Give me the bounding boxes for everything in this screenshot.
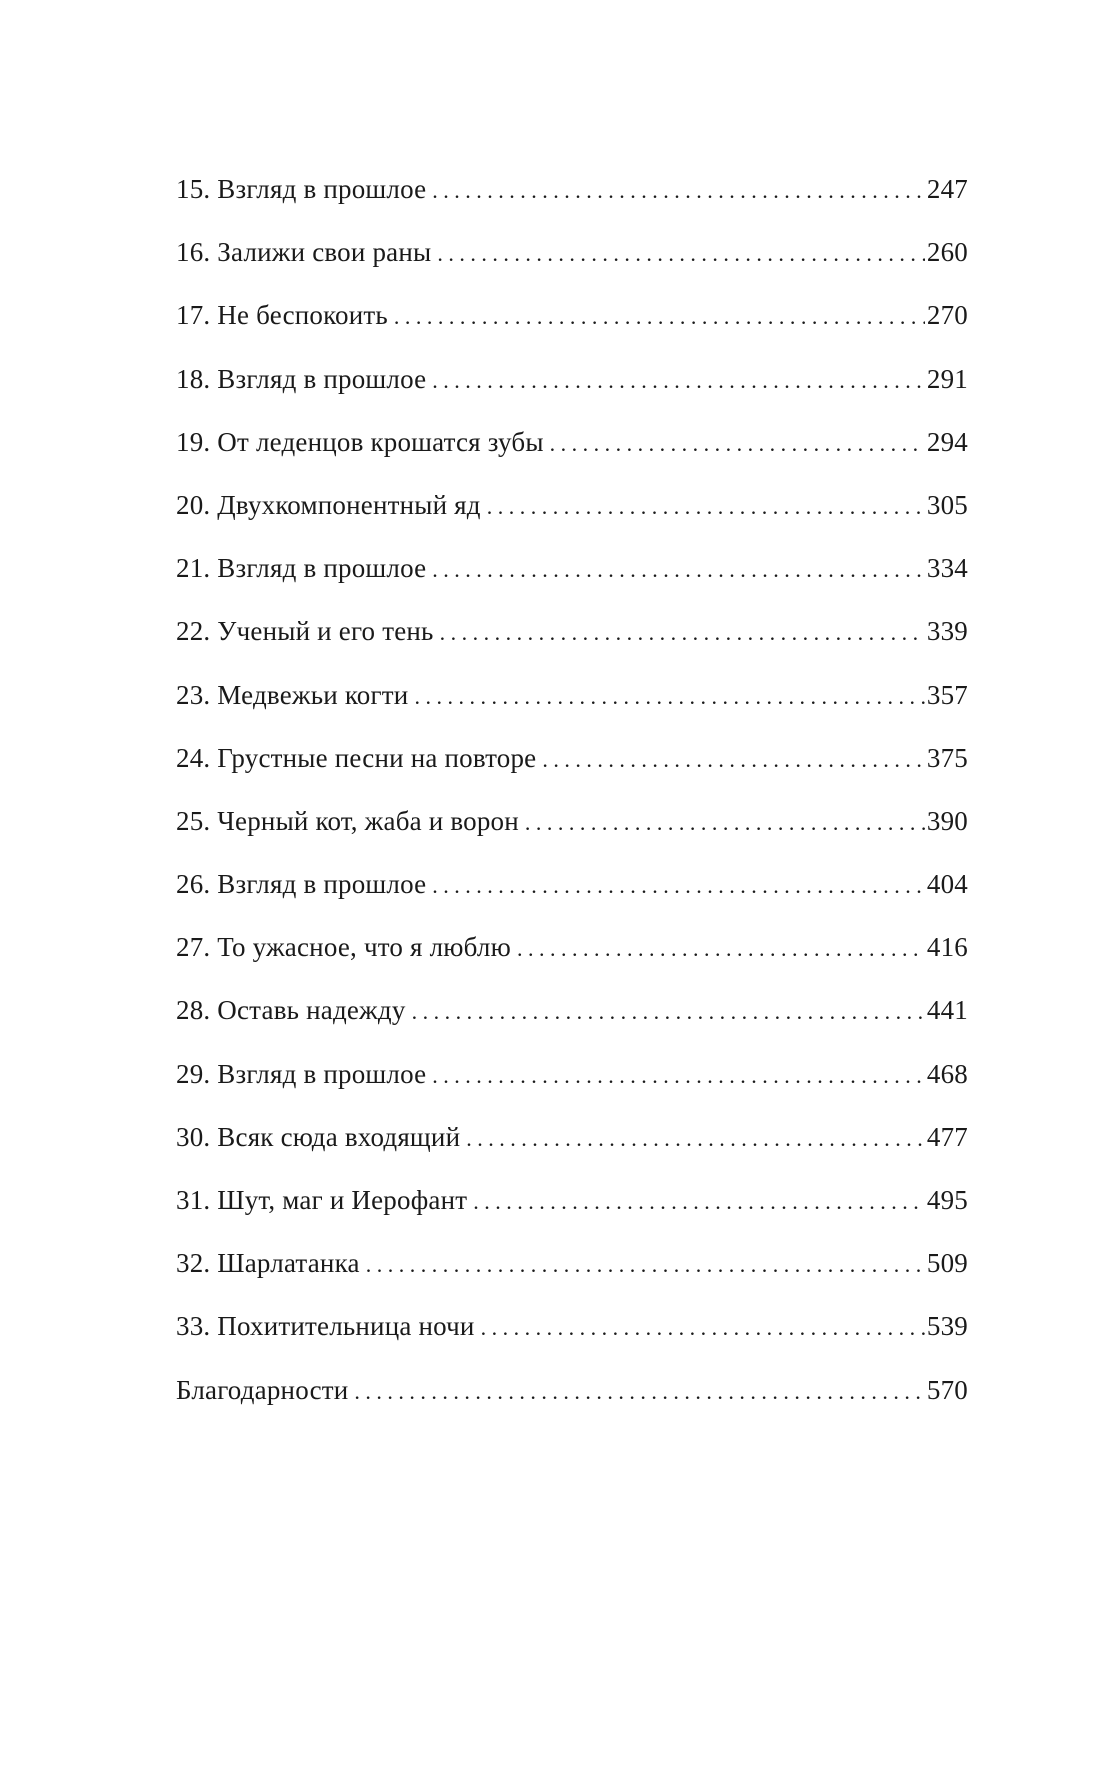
toc-dot-leader bbox=[487, 494, 925, 520]
toc-entry bbox=[176, 1375, 968, 1438]
toc-entry-page: 539 bbox=[926, 1311, 968, 1342]
toc-dot-leader bbox=[550, 431, 925, 457]
toc-entry bbox=[176, 237, 968, 300]
toc-entry bbox=[176, 1122, 968, 1185]
toc-entry bbox=[176, 174, 968, 237]
toc-entry bbox=[176, 553, 968, 616]
toc-entry-page: 339 bbox=[926, 616, 968, 647]
toc-entry-page: 495 bbox=[926, 1185, 968, 1215]
toc-entry-title: 32. Шарлатанка bbox=[176, 1248, 360, 1279]
toc-entry bbox=[176, 995, 968, 1058]
toc-entry-page: 441 bbox=[926, 995, 968, 1026]
toc-dot-leader bbox=[394, 304, 925, 330]
toc-dot-leader bbox=[432, 557, 925, 583]
table-of-contents bbox=[176, 174, 968, 1438]
toc-entry-page: 260 bbox=[926, 237, 968, 268]
toc-entry-page: 334 bbox=[926, 553, 968, 584]
toc-dot-leader bbox=[412, 999, 925, 1025]
toc-dot-leader bbox=[432, 178, 925, 204]
toc-dot-leader bbox=[517, 936, 925, 962]
toc-entry-title: 20. Двухкомпонентный яд bbox=[176, 489, 481, 520]
toc-entry-title: 27. То ужасное, что я люблю bbox=[176, 932, 511, 963]
toc-entry-title: 17. Не беспокоить bbox=[176, 300, 388, 331]
toc-entry bbox=[176, 1185, 968, 1248]
toc-entry-title: 15. Взгляд в прошлое bbox=[176, 174, 427, 204]
toc-entry bbox=[176, 806, 968, 869]
toc-entry bbox=[176, 490, 968, 553]
toc-entry bbox=[176, 1311, 968, 1374]
toc-entry-page: 291 bbox=[926, 363, 968, 394]
toc-dot-leader bbox=[432, 368, 925, 394]
toc-entry bbox=[176, 1248, 968, 1311]
toc-dot-leader bbox=[432, 873, 925, 899]
toc-entry bbox=[176, 300, 968, 363]
toc-entry bbox=[176, 616, 968, 679]
toc-entry-page: 305 bbox=[926, 489, 968, 520]
toc-entry-title: 21. Взгляд в прошлое bbox=[176, 553, 427, 584]
toc-entry-title: 19. От леденцов крошатся зубы bbox=[176, 426, 544, 457]
toc-dot-leader bbox=[437, 241, 925, 267]
toc-entry bbox=[176, 1059, 968, 1122]
toc-entry-title: 18. Взгляд в прошлое bbox=[176, 363, 427, 394]
toc-dot-leader bbox=[542, 747, 925, 773]
toc-dot-leader bbox=[414, 684, 924, 710]
toc-entry-title: 22. Ученый и его тень bbox=[176, 616, 434, 647]
toc-entry-title: 33. Похитительница ночи bbox=[176, 1311, 475, 1342]
toc-entry-title: 30. Всяк сюда входящий bbox=[176, 1121, 461, 1152]
toc-entry-title: 24. Грустные песни на повторе bbox=[176, 742, 537, 773]
toc-entry-page: 416 bbox=[926, 932, 968, 963]
toc-dot-leader bbox=[366, 1252, 925, 1278]
toc-dot-leader bbox=[354, 1379, 924, 1405]
toc-entry bbox=[176, 427, 968, 490]
toc-entry-page: 404 bbox=[926, 869, 968, 900]
toc-dot-leader bbox=[481, 1315, 925, 1341]
toc-entry-title: 28. Оставь надежду bbox=[176, 995, 406, 1026]
toc-entry bbox=[176, 869, 968, 932]
toc-entry-page: 270 bbox=[926, 300, 968, 331]
toc-dot-leader bbox=[440, 620, 925, 646]
toc-dot-leader bbox=[466, 1126, 925, 1152]
toc-entry-title: 31. Шут, маг и Иерофант bbox=[176, 1185, 468, 1215]
toc-dot-leader bbox=[432, 1063, 925, 1089]
toc-entry-title: 23. Медвежьи когти bbox=[176, 679, 409, 710]
toc-dot-leader bbox=[473, 1189, 925, 1215]
toc-entry-title: 26. Взгляд в прошлое bbox=[176, 869, 427, 900]
toc-entry-page: 509 bbox=[926, 1248, 968, 1279]
toc-entry bbox=[176, 364, 968, 427]
toc-entry-page: 294 bbox=[926, 426, 968, 457]
toc-entry-page: 468 bbox=[926, 1058, 968, 1089]
toc-entry-page: 357 bbox=[926, 679, 968, 710]
toc-entry-page: 570 bbox=[926, 1374, 968, 1405]
toc-entry-title: 29. Взгляд в прошлое bbox=[176, 1058, 427, 1089]
toc-entry-title: 25. Черный кот, жаба и ворон bbox=[176, 805, 519, 836]
toc-entry-page: 375 bbox=[926, 742, 968, 773]
toc-dot-leader bbox=[525, 810, 925, 836]
toc-entry bbox=[176, 932, 968, 995]
toc-entry-page: 477 bbox=[926, 1121, 968, 1152]
toc-entry-title: Благодарности bbox=[176, 1374, 349, 1405]
toc-entry bbox=[176, 743, 968, 806]
toc-entry-title: 16. Залижи свои раны bbox=[176, 237, 432, 268]
toc-entry bbox=[176, 680, 968, 743]
toc-entry-page: 247 bbox=[926, 174, 968, 204]
toc-entry-page: 390 bbox=[926, 805, 968, 836]
